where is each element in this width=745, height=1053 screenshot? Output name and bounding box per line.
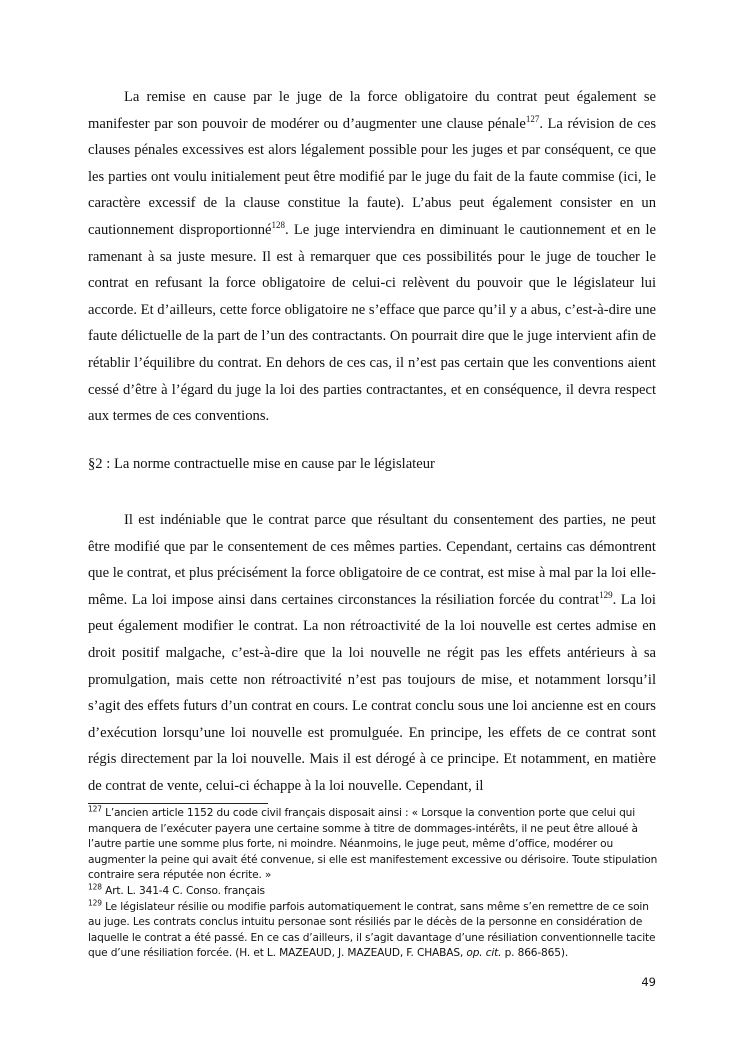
footnote-text: Le législateur résilie ou modifie parfois automatiquement le contrat, sans même s’en remettre de ce soin au juge. Les contrats conclus intuitu personae sont résiliés par le décès de la personne en considération de laquelle le contrat a été passé. En ce cas d’ailleurs, il s’agit davantage d’une résiliation conventionnelle tacite que d’une résiliation forcée. (H. et L. MAZEAUD, J. MAZEAUD, F. CHABAS, <box>88 900 656 960</box>
footnote-separator <box>88 803 268 804</box>
footnote-number: 127 <box>88 804 102 814</box>
footnote-129 <box>88 900 660 962</box>
footnote-text-end: p. 866-865). <box>501 947 569 960</box>
page-number: 49 <box>641 975 656 989</box>
footnote-number: 129 <box>88 898 102 908</box>
footnote-text: Art. L. 341-4 C. Conso. français <box>101 884 265 897</box>
footnote-number: 128 <box>88 882 102 892</box>
footnote-text: L’ancien article 1152 du code civil français disposait ainsi : « Lorsque la convention porte que celui qui manquera de l’exécuter payera une certaine somme à titre de dommages-intérêts, il ne peut être alloué à l’autre partie une somme plus forte, ni moindre. Néanmoins, le juge peut, même d’office, modérer ou augmenter la peine qui avait été convenue, si elle est manifestement excessive ou dérisoire. Toute stipulation contraire sera réputée non écrite. » <box>88 807 658 882</box>
footnotes-section <box>88 806 660 962</box>
footnote-ref-129[interactable]: 129 <box>599 589 613 600</box>
paragraph-1-text-b: . La révision de ces clauses pénales excessives est alors légalement possible pour les juges et par conséquent, ce que les parties ont voulu initialement peut être modifié par le juge du fait de la faute commise (ici, le caractère excessif de la clause constitue la faute). L’abus peut également consister en un cautionnement disproportionné <box>88 115 657 238</box>
footnote-128 <box>88 884 660 900</box>
footnote-127 <box>88 806 660 884</box>
footnote-ref-127[interactable]: 127 <box>525 113 540 124</box>
footnote-citation-italic: op. cit. <box>466 947 502 960</box>
footnote-ref-128[interactable]: 128 <box>271 220 286 231</box>
paragraph-2-text-b: . La loi peut également modifier le contrat. La non rétroactivité de la loi nouvelle est certes admise en droit positif malgache, c’est-à-dire que la loi nouvelle ne régit pas les effets antérieurs à sa promulgation, mais cette non rétroactivité n’est pas toujours de mise, et notamment lorsqu’il s’agit des effets futurs d’un contrat en cours. Le contrat conclu sous une loi ancienne est en cours d’exécution lorsqu’une loi nouvelle est promulguée. En principe, les effets de ce contrat sont régis directement par la loi nouvelle. Mais il est dérogé à ce principe. Et notamment, en matière de contrat de vente, celui-ci échappe à la loi nouvelle. Cependant, il <box>88 591 656 794</box>
paragraph-2-text-a: Il est indéniable que le contrat parce que résultant du consentement des parties, ne peut être modifié que par le consentement de ces mêmes parties. Cependant, certains cas démontrent que le contrat, et plus précisément la force obligatoire de ce contrat, est mise à mal par la loi elle-même. La loi impose ainsi dans certaines circonstances la résiliation forcée du contrat <box>88 512 656 608</box>
body-paragraph-2 <box>88 507 656 800</box>
section-heading: §2 : La norme contractuelle mise en cause par le législateur <box>88 456 435 472</box>
body-paragraph-1 <box>88 84 656 430</box>
paragraph-1-text-a: La remise en cause par le juge de la force obligatoire du contrat peut également se manifester par son pouvoir de modérer ou d’augmenter une clause pénale <box>88 89 656 132</box>
paragraph-1-text-c: . Le juge interviendra en diminuant le cautionnement et en le ramenant à sa juste mesure. Il est à remarquer que ces possibilités pour le juge de toucher le contrat en refusant la force obligatoire de celui-ci relèvent du pouvoir que le législateur lui accorde. Et d’ailleurs, cette force obligatoire ne s’efface que parce qu’il y a abus, c’est-à-dire une faute délictuelle de la part de l’un des contractants. On pourrait dire que le juge intervient afin de rétablir l’équilibre du contrat. En dehors de ces cas, il n’est pas certain que les conventions aient cessé d’être à l’égard du juge la loi des parties contractantes, et en conséquence, il devra respect aux termes de ces conventions. <box>88 221 656 425</box>
